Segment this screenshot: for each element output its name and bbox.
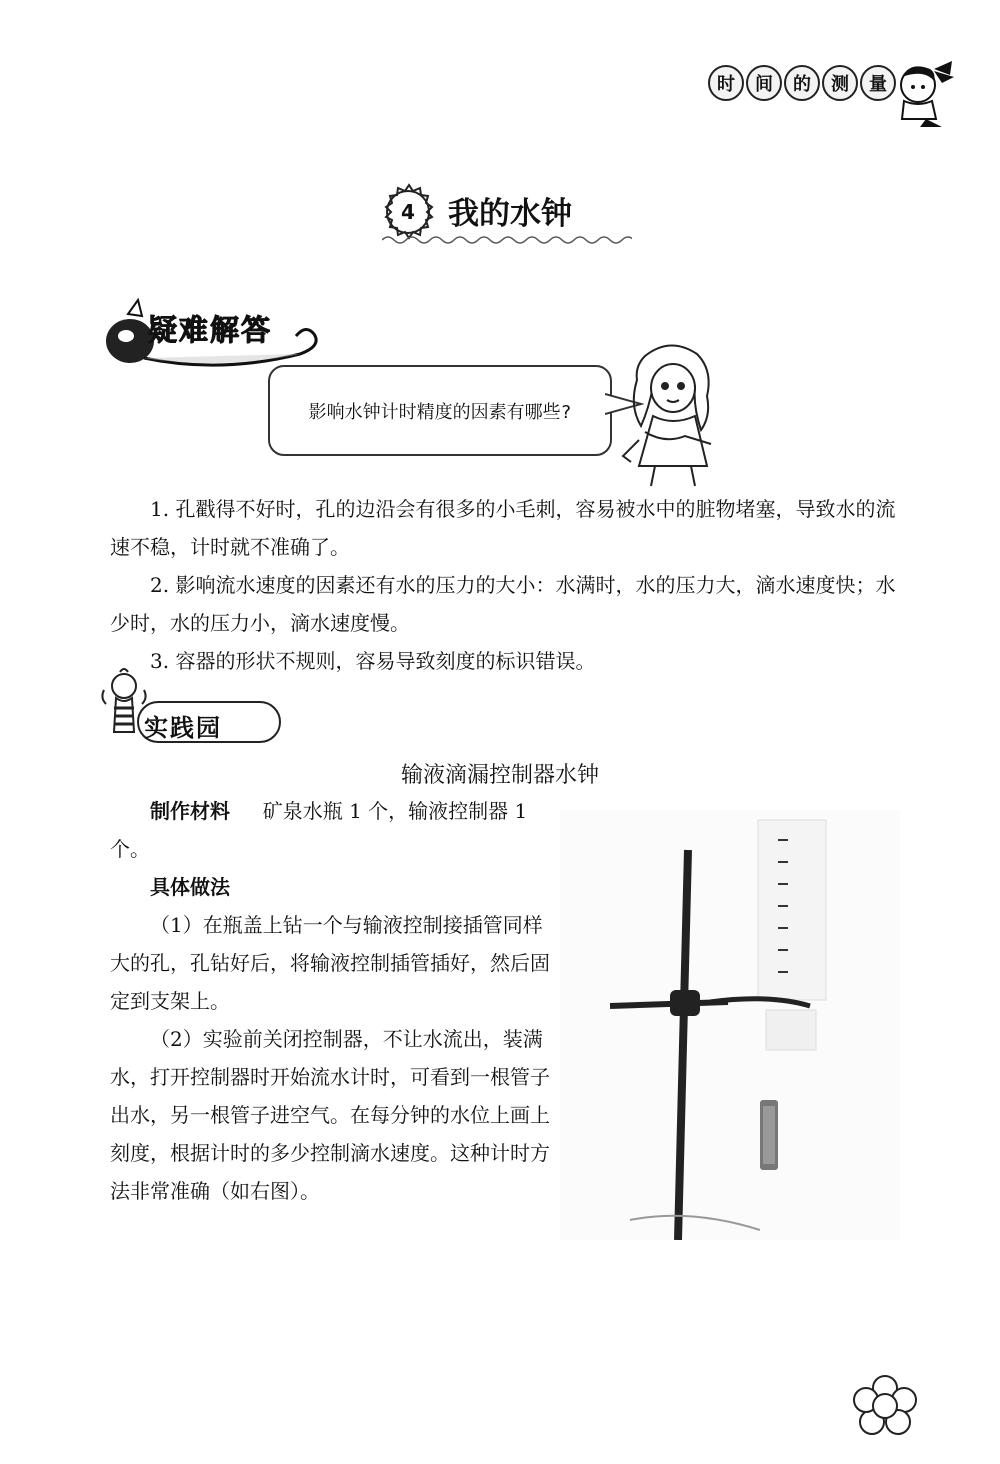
materials-text: 矿泉水瓶 1 个，输液控制器 1 个。 (110, 799, 528, 861)
lesson-heading (380, 182, 640, 252)
cartoon-mascot-icon (880, 55, 958, 130)
chapter-char: 时 (708, 65, 744, 101)
method-heading (110, 868, 550, 906)
chapter-char: 间 (746, 65, 782, 101)
qa-section-banner (100, 296, 330, 376)
materials-label: 制作材料 (150, 799, 230, 823)
method-label: 具体做法 (150, 875, 230, 899)
flower-icon (840, 1370, 930, 1440)
answer-paragraph: 1. 孔戳得不好时，孔的边沿会有很多的小毛刺，容易被水中的脏物堵塞，导致水的流速不稳，计时就不准确了。 (110, 497, 896, 559)
project-title: 输液滴漏控制器水钟 (400, 763, 599, 788)
practice-section-label: 实践园 (144, 714, 222, 742)
answer-paragraph: 2. 影响流水速度的因素还有水的压力的大小：水满时，水的压力大，滴水速度快；水少时，水的压力小，滴水速度慢。 (110, 573, 896, 635)
method-step: （2）实验前关闭控制器，不让水流出，装满水，打开控制器时开始流水计时，可看到一根管子出水，另一根管子进空气。在每分钟的水位上画上刻度，根据计时的多少控制滴水速度。这种计时方法非常准确（如右图）。 (110, 1027, 550, 1203)
chapter-char: 的 (784, 65, 820, 101)
chapter-header-badge (700, 55, 960, 130)
practice-section-banner (100, 668, 290, 748)
answer-paragraph: 3. 容器的形状不规则，容易导致刻度的标识错误。 (150, 649, 596, 673)
wavy-underline (382, 234, 632, 246)
qa-section-label: 疑难解答 (148, 313, 273, 347)
question-text: 影响水钟计时精度的因素有哪些? (308, 401, 572, 423)
lesson-number: 4 (386, 190, 430, 234)
materials-paragraph (110, 792, 550, 868)
chapter-title (708, 65, 896, 101)
water-clock-photo (560, 810, 900, 1240)
girl-illustration (615, 336, 730, 491)
question-speech-bubble (268, 365, 612, 456)
method-step: （1）在瓶盖上钻一个与输液控制接插管同样大的孔，孔钻好后，将输液控制插管插好，然后固定到支架上。 (110, 913, 550, 1013)
chapter-char: 测 (822, 65, 858, 101)
chapter-char: 量 (860, 65, 896, 101)
lesson-title: 我的水钟 (448, 196, 572, 232)
